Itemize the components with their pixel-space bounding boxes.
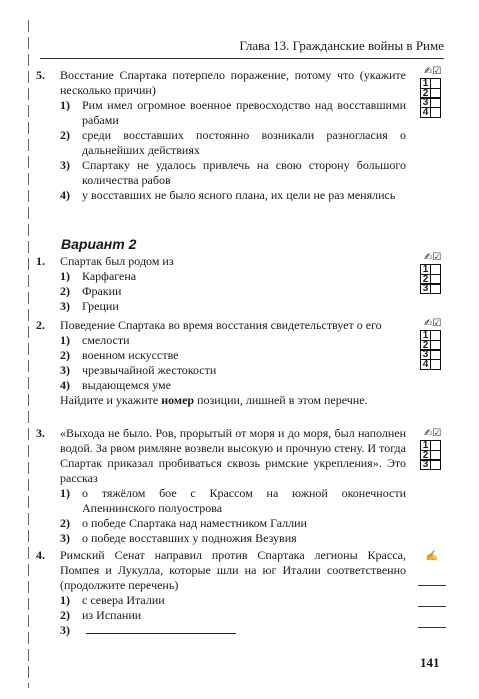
answer-grid-v2-task2 <box>420 318 441 370</box>
option-number: 2) <box>60 516 70 530</box>
choice-box[interactable]: 2 <box>420 340 431 351</box>
option-number: 3) <box>60 531 70 545</box>
instruction-text: Найдите и укажите <box>60 393 162 407</box>
answer-lines-v2-task4 <box>418 551 446 628</box>
chapter-header: Глава 13. Гражданские войны в Риме <box>239 38 444 53</box>
option-text: о победе Спартака над наместником Галлии <box>82 516 307 530</box>
option-number: 2) <box>60 348 70 362</box>
answer-box[interactable] <box>430 359 441 370</box>
instruction-keyword: номер <box>161 393 195 407</box>
task-number: 3. <box>36 426 45 440</box>
option-text: о победе восставших у подножия Везувия <box>82 531 297 545</box>
instruction-text: позиции, лишней в этом перечне. <box>194 393 368 407</box>
task-number: 1. <box>36 254 45 268</box>
option-text: Фракии <box>82 284 122 298</box>
option-number: 2) <box>60 284 70 298</box>
variant-title: Вариант 2 <box>61 236 137 252</box>
option-number: 3) <box>60 623 70 637</box>
task-number: 4. <box>36 548 45 562</box>
answer-box[interactable] <box>430 107 441 118</box>
option-text: у восставших не было ясного плана, их цели не раз менялись <box>82 188 396 202</box>
choice-box[interactable]: 4 <box>420 359 431 370</box>
pencil-check-icon: ✍☑ <box>424 428 442 439</box>
answer-box[interactable] <box>430 283 441 294</box>
option-number: 3) <box>60 363 70 377</box>
option-number: 2) <box>60 608 70 622</box>
choice-box[interactable]: 1 <box>420 440 431 451</box>
option-number: 1) <box>60 486 70 500</box>
choice-box[interactable]: 1 <box>420 330 431 341</box>
option-number: 1) <box>60 269 70 283</box>
option-number: 1) <box>60 333 70 347</box>
answer-line[interactable] <box>418 627 446 628</box>
answer-line[interactable] <box>418 585 446 586</box>
header-divider <box>40 58 444 59</box>
choice-box[interactable]: 4 <box>420 107 431 118</box>
option-text: из Испании <box>82 608 142 622</box>
task-question: Римский Сенат направил против Спартака легионы Красса, Помпея и Лукулла, которые шли на юг Италии соответственно (продолжите перечень) <box>60 548 406 592</box>
task-question: «Выхода не было. Ров, прорытый от моря и до моря, был наполнен водой. За рвом римляне возвели высокую и прочную стену. И тогда Спартак приказал пробиваться сквозь римские укрепления». Это рассказ <box>60 426 406 485</box>
option-text: выдающемся уме <box>82 378 171 392</box>
option-number: 4) <box>60 378 70 392</box>
option-text: смелости <box>82 333 130 347</box>
option-number: 4) <box>60 188 70 202</box>
option-text: с севера Италии <box>82 593 165 607</box>
pencil-check-icon: ✍☑ <box>424 66 442 77</box>
choice-box[interactable]: 3 <box>420 97 431 108</box>
pencil-check-icon: ✍☑ <box>424 318 442 329</box>
option-text: Спартаку не удалось привлечь на свою сторону большого количества рабов <box>82 158 406 187</box>
choice-box[interactable]: 2 <box>420 274 431 285</box>
option-text: чрезвычайной жестокости <box>82 363 217 377</box>
choice-box[interactable]: 2 <box>420 88 431 99</box>
option-text: Греции <box>82 299 119 313</box>
answer-blank-line[interactable] <box>86 623 236 634</box>
option-text: среди восставших постоянно возникали разногласия о дальнейших действиях <box>82 128 406 157</box>
option-number: 2) <box>60 128 70 142</box>
task-number: 5. <box>36 68 45 82</box>
choice-box[interactable]: 2 <box>420 450 431 461</box>
option-text: военном искусстве <box>82 348 179 362</box>
task-number: 2. <box>36 318 45 332</box>
answer-grid-task5 <box>420 66 441 118</box>
option-text: Рим имел огромное военное превосходство над восставшими рабами <box>82 98 406 127</box>
choice-box[interactable]: 1 <box>420 264 431 275</box>
option-number: 1) <box>60 593 70 607</box>
pencil-check-icon: ✍☑ <box>424 252 442 263</box>
task-question: Поведение Спартака во время восстания свидетельствует о его <box>60 318 382 332</box>
pencil-icon: ✍ <box>425 551 439 562</box>
binding-margin <box>28 20 29 688</box>
option-number: 1) <box>60 98 70 112</box>
option-text: о тяжёлом бое с Крассом на южной оконечности Апеннинского полуострова <box>82 486 406 515</box>
choice-box[interactable]: 3 <box>420 283 431 294</box>
answer-box[interactable] <box>430 459 441 470</box>
option-text: Карфагена <box>82 269 137 283</box>
choice-box[interactable]: 1 <box>420 78 431 89</box>
task-question: Восстание Спартака потерпело поражение, потому что (укажите несколько причин) <box>60 68 406 97</box>
answer-line[interactable] <box>418 606 446 607</box>
page-number: 141 <box>420 655 440 670</box>
choice-box[interactable]: 3 <box>420 349 431 360</box>
choice-box[interactable]: 3 <box>420 459 431 470</box>
option-number: 3) <box>60 158 70 172</box>
option-number: 3) <box>60 299 70 313</box>
answer-grid-v2-task3 <box>420 428 441 470</box>
task-instruction <box>60 393 406 408</box>
answer-grid-v2-task1 <box>420 252 441 294</box>
task-question: Спартак был родом из <box>60 254 174 268</box>
